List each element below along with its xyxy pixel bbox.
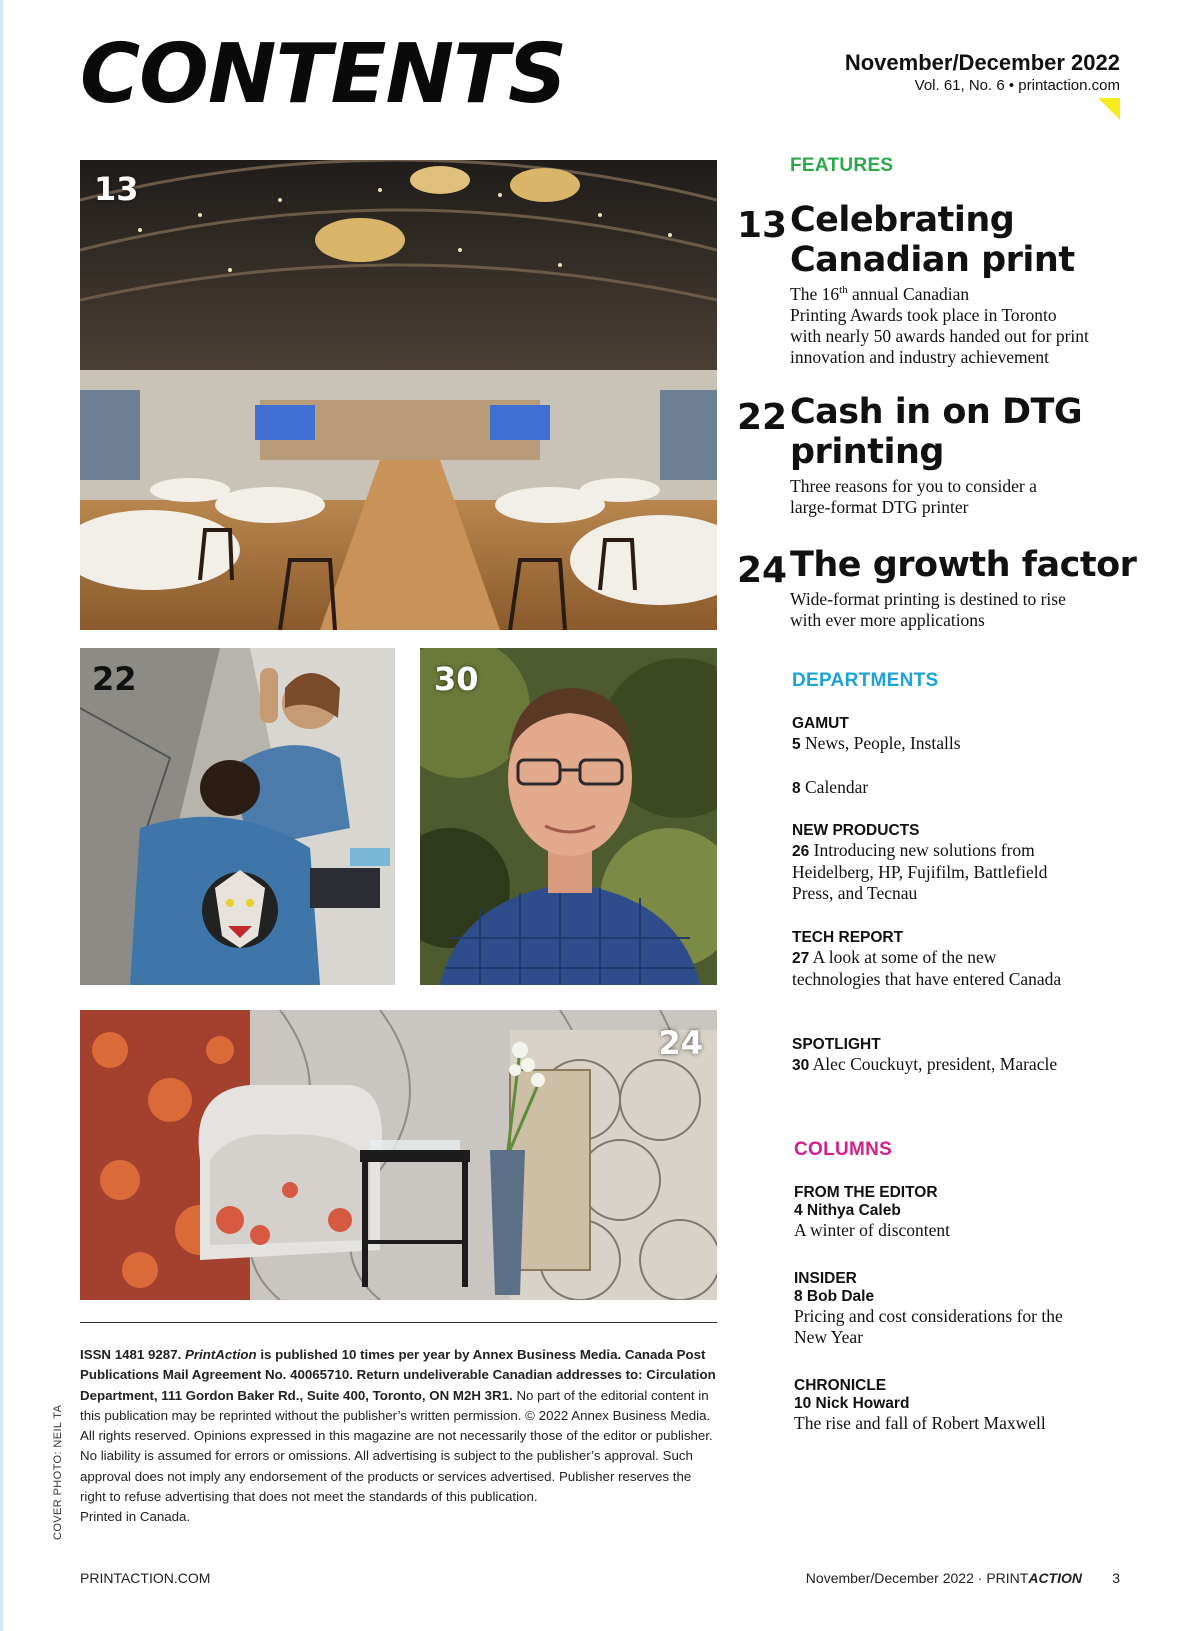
department-entry: 5 News, People, Installs bbox=[792, 733, 961, 753]
departments-heading: DEPARTMENTS bbox=[792, 670, 939, 691]
department-label: GAMUT bbox=[792, 715, 849, 732]
cover-photo-credit: COVER PHOTO: NEIL TA bbox=[52, 1404, 64, 1540]
feature-photo-high-five[interactable] bbox=[80, 648, 395, 985]
spotlight-photo-portrait[interactable] bbox=[420, 648, 717, 985]
yellow-corner-triangle bbox=[1098, 98, 1120, 120]
feature-title: Celebrating bbox=[790, 200, 1015, 240]
column-author: 10 Nick Howard bbox=[794, 1395, 910, 1412]
page-title: CONTENTS bbox=[80, 27, 567, 122]
department-item-spotlight[interactable] bbox=[792, 1036, 1172, 1076]
page-number: 3 bbox=[1112, 1570, 1120, 1586]
feature-page-number: 22 bbox=[737, 397, 788, 438]
department-entry: 30 Alec Couckuyt, president, Maracle bbox=[792, 1054, 1058, 1074]
feature-description: The 16th annual Canadian Printing Awards took place in Toronto with nearly 50 awards handed out for print innovation and industry achievement bbox=[790, 283, 1089, 367]
volume-line: Vol. 61, No. 6 • printaction.com bbox=[914, 77, 1120, 94]
department-entry: 27 A look at some of the new technologies that have entered Canada bbox=[792, 947, 1062, 989]
issue-info bbox=[845, 50, 1120, 96]
printed-in-canada: Printed in Canada. bbox=[80, 1509, 191, 1525]
banquet-hall-illustration bbox=[80, 160, 717, 630]
photo-page-number: 24 bbox=[658, 1024, 703, 1062]
department-label: NEW PRODUCTS bbox=[792, 822, 920, 839]
column-item-chronicle[interactable] bbox=[794, 1377, 1174, 1434]
feature-title: The growth factor bbox=[790, 545, 1137, 585]
features-heading: FEATURES bbox=[790, 155, 894, 176]
column-item-from-the-editor[interactable] bbox=[794, 1184, 1174, 1241]
footer-issue-brand: November/December 2022 · PRINTACTION bbox=[805, 1570, 1082, 1586]
footer-website[interactable]: PRINTACTION.COM bbox=[80, 1570, 211, 1586]
department-entry: 8 Calendar bbox=[792, 777, 869, 797]
column-author: 8 Bob Dale bbox=[794, 1288, 875, 1305]
department-entry: 26 Introducing new solutions from Heidelberg, HP, Fujifilm, Battlefield Press, and Tecnau bbox=[792, 840, 1048, 903]
feature-title-cont: printing bbox=[790, 432, 944, 472]
department-item-new-products[interactable] bbox=[792, 822, 1172, 904]
department-item-gamut[interactable] bbox=[792, 715, 1172, 755]
department-item-calendar[interactable] bbox=[792, 777, 1172, 799]
department-item-tech-report[interactable] bbox=[792, 929, 1172, 990]
column-label: FROM THE EDITOR bbox=[794, 1184, 938, 1201]
column-author: 4 Nithya Caleb bbox=[794, 1202, 901, 1219]
portrait-illustration bbox=[420, 648, 717, 985]
feature-page-number: 24 bbox=[737, 550, 788, 591]
photo-page-number: 13 bbox=[94, 170, 139, 208]
column-label: INSIDER bbox=[794, 1270, 857, 1287]
wide-format-room-illustration bbox=[80, 1010, 717, 1300]
divider-rule bbox=[80, 1322, 717, 1323]
photo-page-number: 22 bbox=[92, 660, 137, 698]
photo-page-number: 30 bbox=[434, 660, 479, 698]
high-five-illustration bbox=[80, 648, 395, 985]
feature-description: Three reasons for you to consider a large-format DTG printer bbox=[790, 476, 1037, 517]
column-description: The rise and fall of Robert Maxwell bbox=[794, 1413, 1046, 1433]
department-label: SPOTLIGHT bbox=[792, 1036, 881, 1053]
feature-title: Cash in on DTG bbox=[790, 392, 1083, 432]
issue-date: November/December 2022 bbox=[844, 50, 1120, 75]
feature-page-number: 13 bbox=[737, 205, 788, 246]
columns-heading: COLUMNS bbox=[794, 1139, 893, 1160]
feature-title-cont: Canadian print bbox=[790, 240, 1075, 280]
feature-photo-banquet-hall[interactable] bbox=[80, 160, 717, 630]
column-label: CHRONICLE bbox=[794, 1377, 887, 1394]
column-item-insider[interactable] bbox=[794, 1270, 1174, 1348]
feature-description: Wide-format printing is destined to rise with ever more applications bbox=[790, 589, 1066, 630]
department-label: TECH REPORT bbox=[792, 929, 904, 946]
page-edge-accent bbox=[0, 0, 3, 1631]
column-description: A winter of discontent bbox=[794, 1220, 951, 1240]
feature-photo-wide-format-room[interactable] bbox=[80, 1010, 717, 1300]
column-description: Pricing and cost considerations for the New Year bbox=[794, 1306, 1063, 1347]
publication-legal-notice: ISSN 1481 9287. PrintAction is published 10 times per year by Annex Business Media. Canada Post Publications Mail Agreement No. 40065710. Return undeliverable Canadian addresses to: Circulation Department, 111 Gordon Baker Rd., Suite 400, Toronto, ON M2H 3R1. No part of the editorial content in this publication may be reprinted without the publisher’s written permission. © 2022 Annex Business Media. All rights reserved. Opinions expressed in this magazine are not necessarily those of the editor or publisher. No liability is assumed for errors or omissions. All advertising is subject to the publisher’s approval. Such approval does not imply any endorsement of the products or services advertised. Publisher reserves the right to refuse advertising that does not meet the standards of this publication. Printed in Canada. bbox=[80, 1347, 716, 1525]
